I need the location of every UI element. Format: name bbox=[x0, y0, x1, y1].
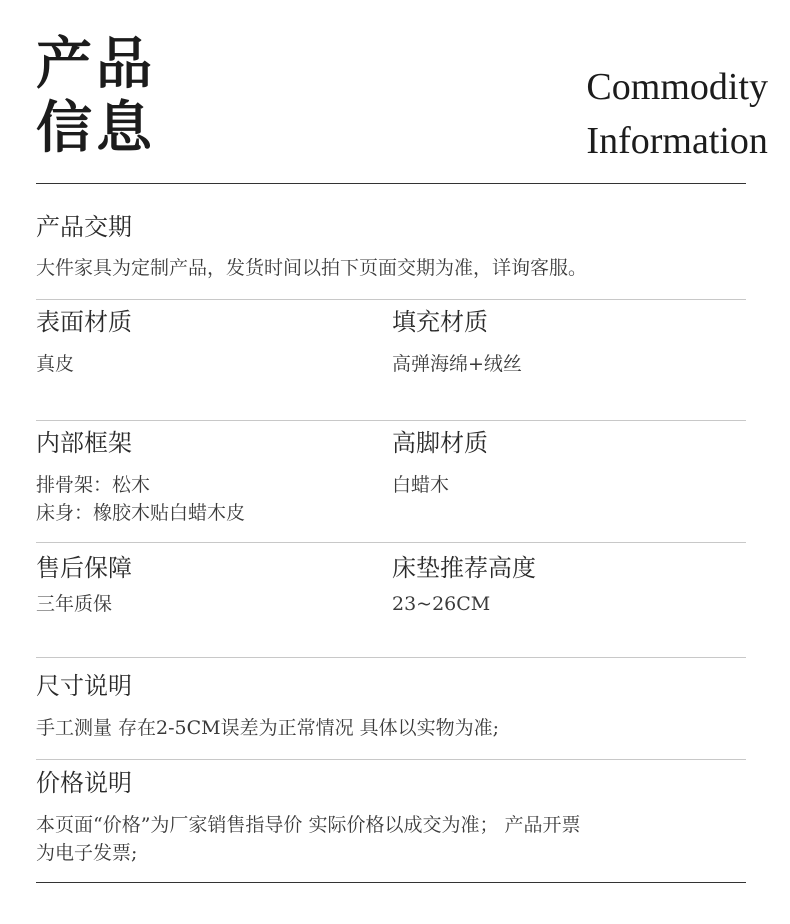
page-title-cn bbox=[36, 32, 156, 160]
frame-label: 内部框架 bbox=[36, 429, 132, 457]
frame-text-line1: 排骨架：松木 bbox=[36, 474, 151, 496]
divider bbox=[36, 657, 746, 658]
title-cn-line2: 信息 bbox=[36, 95, 156, 161]
price-label: 价格说明 bbox=[36, 769, 132, 797]
surface-label: 表面材质 bbox=[36, 308, 132, 336]
footer-divider bbox=[36, 882, 746, 883]
surface-text: 真皮 bbox=[36, 353, 75, 375]
divider bbox=[36, 420, 746, 421]
header-divider bbox=[36, 183, 746, 184]
filling-text: 高弹海绵+绒丝 bbox=[392, 353, 522, 375]
delivery-label: 产品交期 bbox=[36, 213, 132, 241]
size-text: 手工测量 存在2-5CM误差为正常情况 具体以实物为准; bbox=[36, 717, 500, 739]
delivery-text: 大件家具为定制产品，发货时间以拍下页面交期为准，详询客服。 bbox=[36, 257, 588, 279]
divider bbox=[36, 542, 746, 543]
price-text-line1: 本页面“价格”为厂家销售指导价 实际价格以成交为准； 产品开票 bbox=[36, 814, 581, 836]
divider bbox=[36, 759, 746, 760]
title-cn-line1: 产品 bbox=[36, 31, 156, 97]
warranty-label: 售后保障 bbox=[36, 554, 132, 582]
mattress-text: 23~26CM bbox=[392, 593, 491, 615]
legs-text: 白蜡木 bbox=[392, 474, 450, 496]
page-title-en bbox=[586, 60, 768, 168]
warranty-text: 三年质保 bbox=[36, 593, 113, 615]
title-en-line2: Information bbox=[586, 120, 768, 162]
filling-label: 填充材质 bbox=[392, 308, 488, 336]
price-text-line2: 为电子发票; bbox=[36, 842, 138, 864]
size-label: 尺寸说明 bbox=[36, 672, 132, 700]
mattress-label: 床垫推荐高度 bbox=[392, 554, 536, 582]
frame-text-line2: 床身：橡胶木贴白蜡木皮 bbox=[36, 502, 246, 524]
title-en-line1: Commodity bbox=[586, 66, 768, 108]
legs-label: 高脚材质 bbox=[392, 429, 488, 457]
divider bbox=[36, 299, 746, 300]
